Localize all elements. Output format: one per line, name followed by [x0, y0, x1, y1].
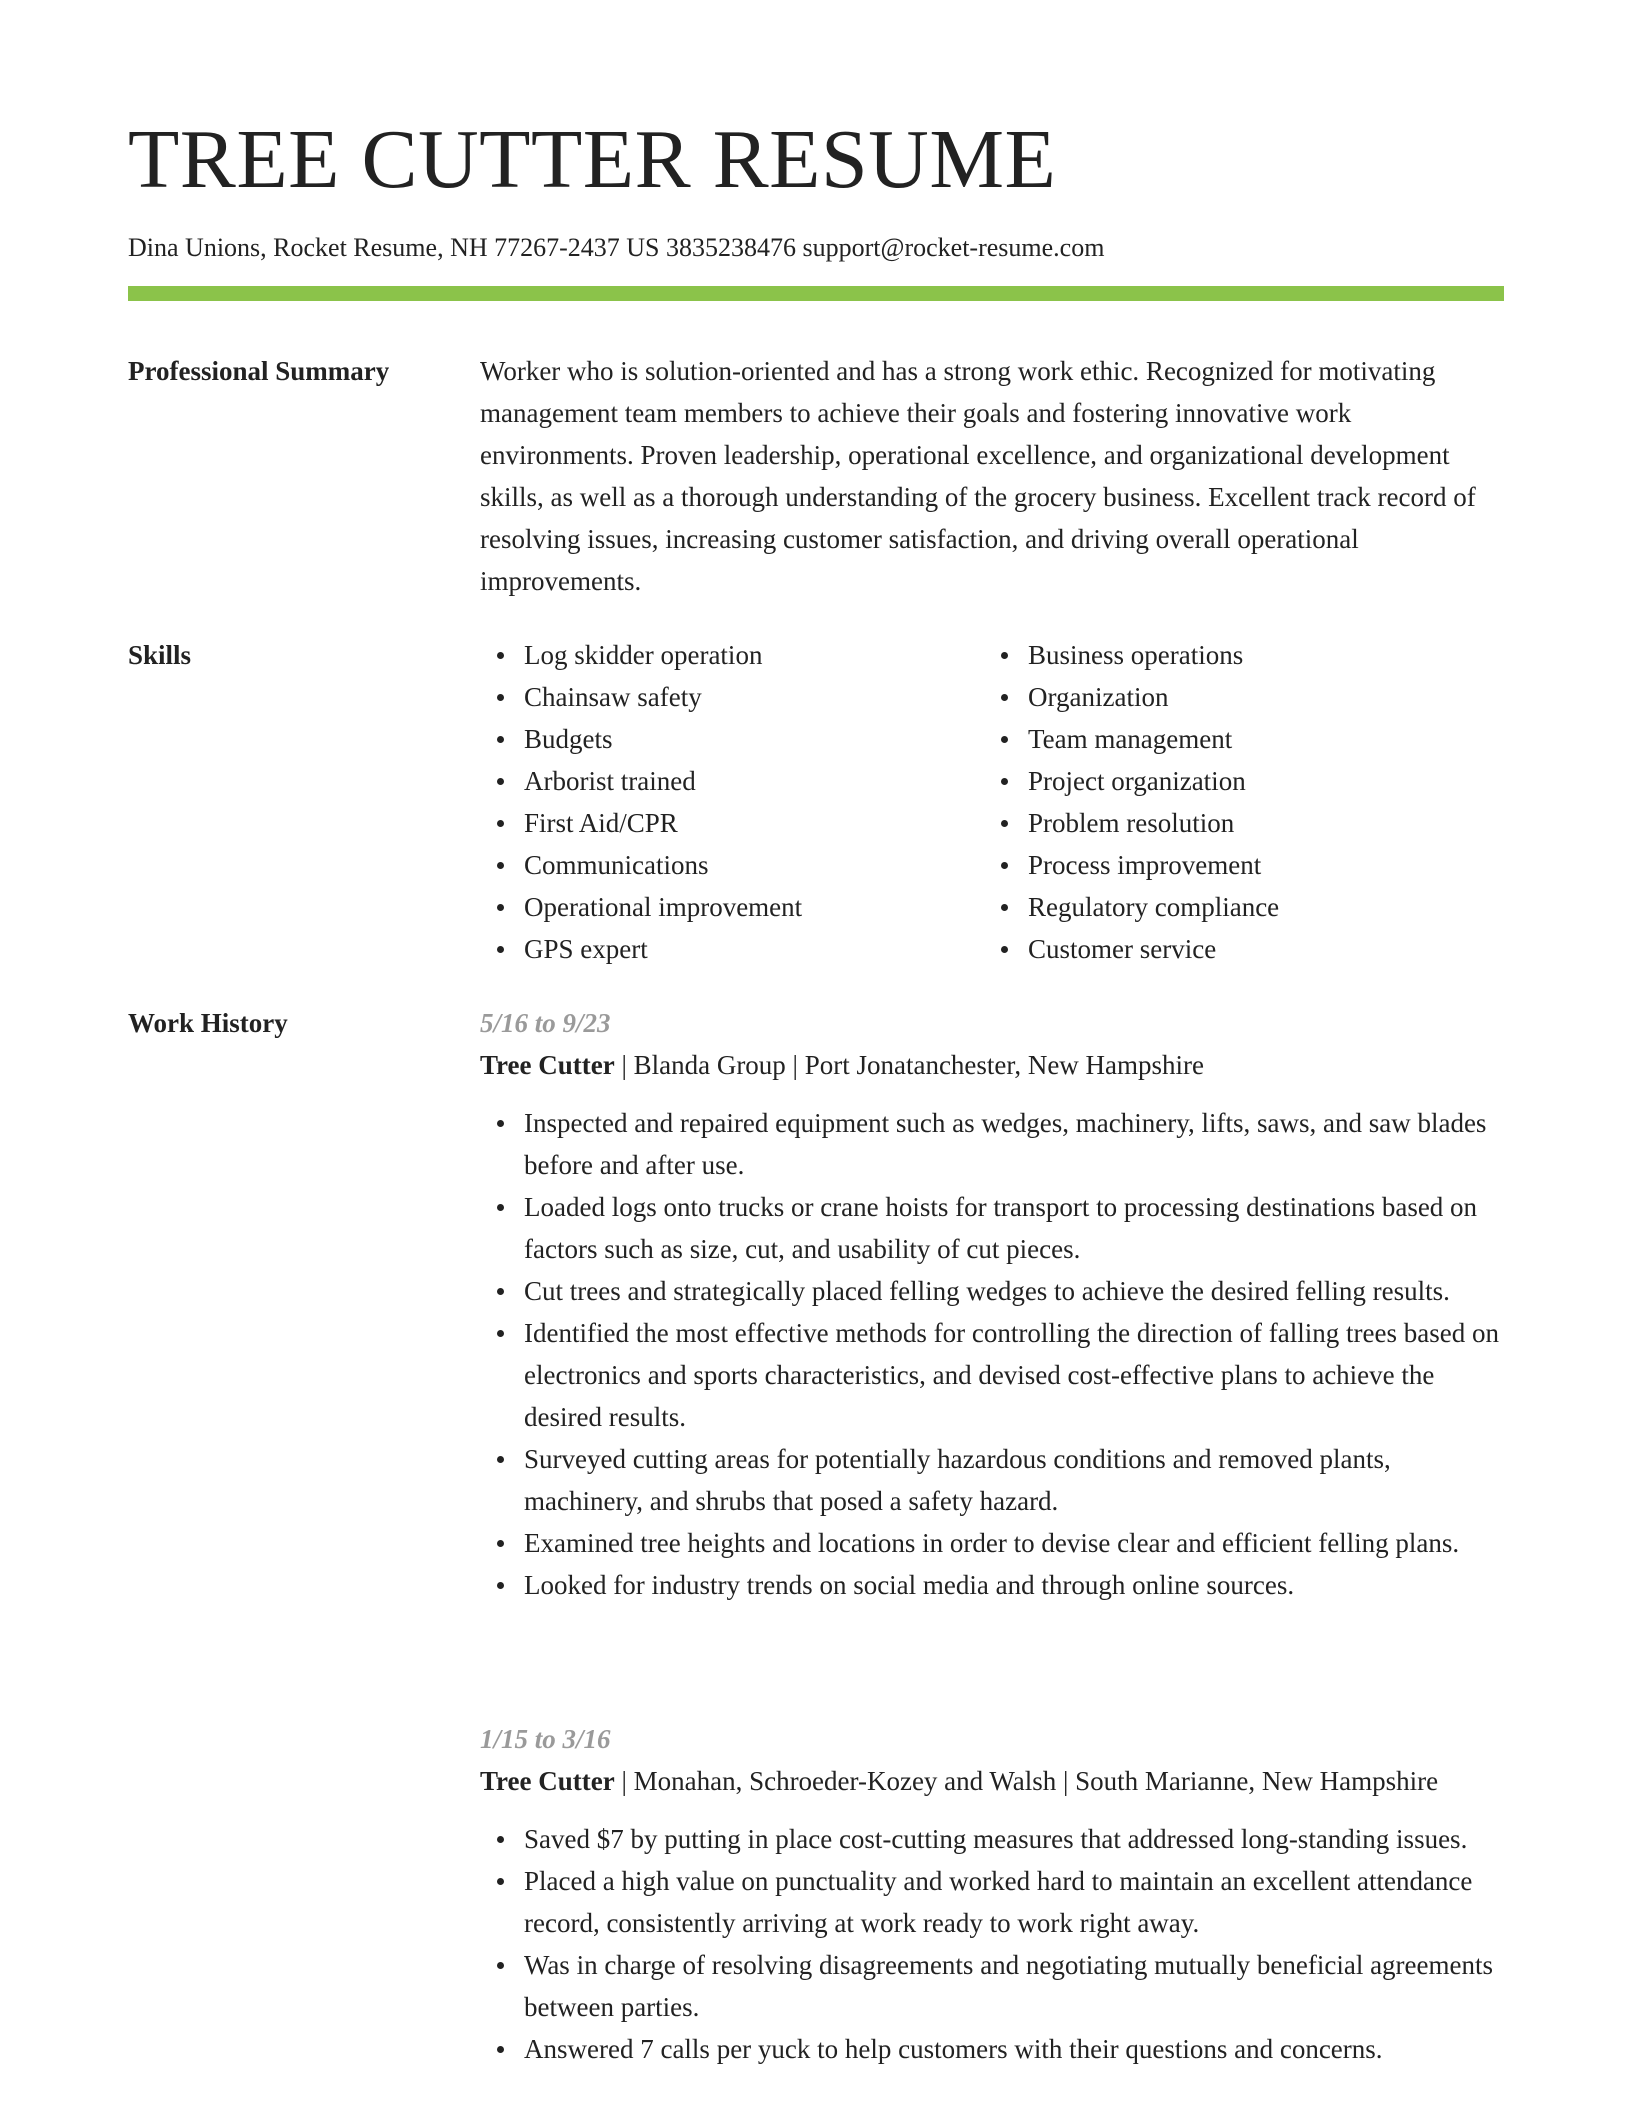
summary-text: Worker who is solution-oriented and has a strong work ethic. Recognized for motivating management team members to achieve their goals and fostering innovative work environments. Proven leadership, operational excellence, and organizational development skills, as well as a thorough understanding of the grocery business. Excellent track record of resolving issues, increasing customer satisfaction, and driving overall operational improvements.	[480, 356, 1476, 596]
duty-item: Inspected and repaired equipment such as wedges, machinery, lifts, saws, and saw blades before and after use.	[524, 1102, 1504, 1186]
skills-label: Skills	[128, 640, 192, 670]
summary-label: Professional Summary	[128, 356, 390, 386]
job-details: | Monahan, Schroeder-Kozey and Walsh | South Marianne, New Hampshire	[614, 1766, 1439, 1796]
job-dates: 1/15 to 3/16	[480, 1724, 611, 1754]
duty-item: Surveyed cutting areas for potentially hazardous conditions and removed plants, machinery, and shrubs that posed a safety hazard.	[524, 1438, 1504, 1522]
skill-item: Log skidder operation	[524, 634, 984, 676]
duty-item: Cut trees and strategically placed felling wedges to achieve the desired felling results.	[524, 1270, 1504, 1312]
job-duties	[480, 1102, 1504, 1606]
skill-item: Process improvement	[1028, 844, 1488, 886]
skills-list-left	[480, 634, 984, 970]
job-heading	[480, 1044, 1504, 1086]
job-title: Tree Cutter	[480, 1766, 615, 1796]
summary-body	[480, 350, 1504, 602]
skill-item: Arborist trained	[524, 760, 984, 802]
duty-item: Was in charge of resolving disagreements and negotiating mutually beneficial agreements between parties.	[524, 1944, 1504, 2028]
skill-item: Customer service	[1028, 928, 1488, 970]
skill-item: Operational improvement	[524, 886, 984, 928]
job-entry	[480, 1718, 1504, 2070]
job-details: | Blanda Group | Port Jonatanchester, New Hampshire	[614, 1050, 1205, 1080]
resume-title: TREE CUTTER RESUME	[128, 113, 1057, 206]
job-dates: 5/16 to 9/23	[480, 1008, 611, 1038]
job-title: Tree Cutter	[480, 1050, 615, 1080]
duty-item: Examined tree heights and locations in order to devise clear and efficient felling plans.	[524, 1522, 1504, 1564]
skills-list-right	[984, 634, 1488, 970]
skill-item: Communications	[524, 844, 984, 886]
job-entry	[480, 1002, 1504, 1606]
duty-item: Placed a high value on punctuality and worked hard to maintain an excellent attendance record, consistently arriving at work ready to work right away.	[524, 1860, 1504, 1944]
skill-item: Team management	[1028, 718, 1488, 760]
duty-item: Identified the most effective methods for controlling the direction of falling trees based on electronics and sports characteristics, and devised cost-effective plans to achieve the desired results.	[524, 1312, 1504, 1438]
skill-item: GPS expert	[524, 928, 984, 970]
skill-item: Chainsaw safety	[524, 676, 984, 718]
skill-item: Regulatory compliance	[1028, 886, 1488, 928]
skill-item: Budgets	[524, 718, 984, 760]
duty-item: Loaded logs onto trucks or crane hoists for transport to processing destinations based on factors such as size, cut, and usability of cut pieces.	[524, 1186, 1504, 1270]
duty-item: Answered 7 calls per yuck to help customers with their questions and concerns.	[524, 2028, 1504, 2070]
duty-item: Looked for industry trends on social media and through online sources.	[524, 1564, 1504, 1606]
job-duties	[480, 1818, 1504, 2070]
skill-item: Problem resolution	[1028, 802, 1488, 844]
skill-item: Project organization	[1028, 760, 1488, 802]
skill-item: Organization	[1028, 676, 1488, 718]
skill-item: Business operations	[1028, 634, 1488, 676]
skill-item: First Aid/CPR	[524, 802, 984, 844]
skills-columns	[480, 634, 1504, 970]
duty-item: Saved $7 by putting in place cost-cutting measures that addressed long-standing issues.	[524, 1818, 1504, 1860]
work-history-label: Work History	[128, 1008, 288, 1038]
contact-info: Dina Unions, Rocket Resume, NH 77267-2437 US 3835238476 support@rocket-resume.com	[128, 233, 1105, 262]
header-divider	[128, 286, 1504, 301]
job-heading	[480, 1760, 1504, 1802]
skills-body	[480, 634, 1504, 970]
